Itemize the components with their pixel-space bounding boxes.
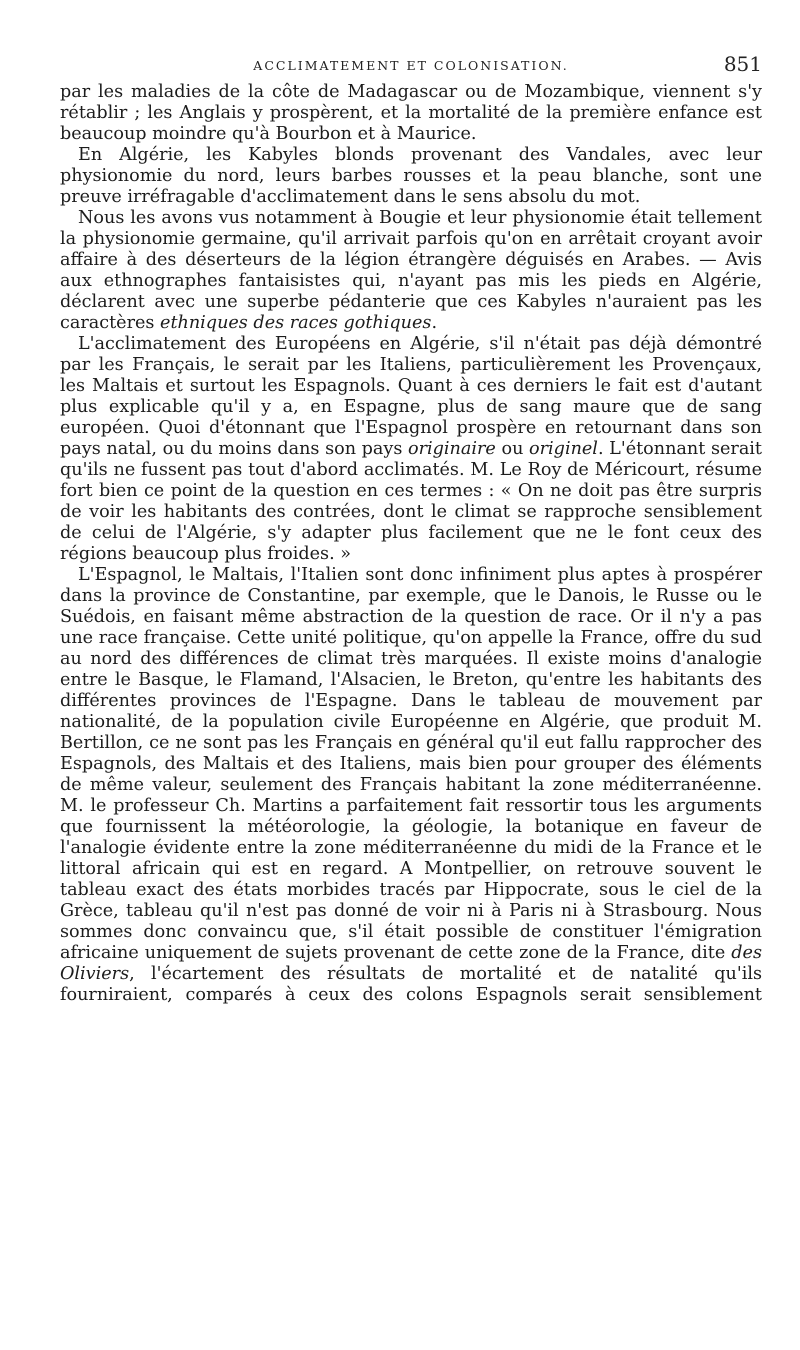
text-run: par les maladies de la côte de Madagascar ou de Mozambique, viennent s'y rétablir ; les Anglais y prospèrent, et la mortalité de la première enfance est beaucoup moindre qu'à Bourbon et à Maurice. xyxy=(60,82,762,144)
running-title: ACCLIMATEMENT ET COLONISATION. xyxy=(253,58,569,73)
paragraph xyxy=(60,565,762,1006)
text-run: Nous les avons vus notamment à Bougie et leur physionomie était tellement la physionomie germaine, qu'il arrivait parfois qu'on en arrêtait croyant avoir affaire à des déserteurs de la légion étrangère déguisés en Arabes. — Avis aux ethnographes fantaisistes qui, n'ayant pas mis les pieds en Algérie, déclarent avec une superbe pédanterie que ces Kabyles n'auraient pas les caractères xyxy=(60,208,762,333)
italic-text: originel xyxy=(529,439,598,459)
text-run: , l'écartement des résultats de mortalité et de natalité qu'ils fourniraient, comparés à ceux des colons Espagnols serait sensiblement xyxy=(60,964,762,1005)
text-run: L'Espagnol, le Maltais, l'Italien sont donc infiniment plus aptes à prospérer dans la province de Constantine, par exemple, que le Danois, le Russe ou le Suédois, en faisant même abstraction de la question de race. Or il n'y a pas une race française. Cette unité politique, qu'on appelle la France, offre du sud au nord des différences de climat très marquées. Il existe moins d'analogie entre le Basque, le Flamand, l'Alsacien, le Breton, qu'entre les habitants des différentes provinces de l'Espagne. Dans le tableau de mouvement par nationalité, de la population civile Européenne en Algérie, que produit M. Bertillon, ce ne sont pas les Français en général qu'il eut fallu rapprocher des Espagnols, des Maltais et des Italiens, mais bien pour grouper des éléments de même valeur, seulement des Français habitant la zone méditerranéenne. M. le professeur Ch. Martins a parfaitement fait ressortir tous les arguments que fournissent la météorologie, la géologie, la botanique en faveur de l'analogie évidente entre la zone méditerranéenne du midi de la France et le littoral africain qui est en regard. A Montpellier, on retrouve souvent le tableau exact des états morbides tracés par Hippocrate, sous le ciel de la Grèce, tableau qu'il n'est pas donné de voir ni à Paris ni à Strasbourg. Nous sommes donc convaincu que, s'il était possible de constituer l'émigration africaine uniquement de sujets provenant de cette zone de la France, dite xyxy=(60,565,762,963)
page-number: 851 xyxy=(723,52,762,76)
italic-text: ethniques des races gothiques xyxy=(160,313,432,333)
running-head xyxy=(60,52,762,78)
italic-text: des Oliviers xyxy=(60,943,762,984)
book-page xyxy=(60,52,762,1006)
italic-text: originaire xyxy=(408,439,496,459)
text-run: L'acclimatement des Européens en Algérie, s'il n'était pas déjà démontré par les Français, le serait par les Italiens, particulièrement les Provençaux, les Maltais et surtout les Espagnols. Quant à ces derniers le fait est d'autant plus explicable qu'il y a, en Espagne, plus de sang maure que de sang européen. Quoi d'étonnant que l'Espagnol prospère en retournant dans son pays natal, ou du moins dans son pays xyxy=(60,334,762,459)
paragraph xyxy=(60,145,762,208)
paragraph xyxy=(60,208,762,334)
body-text xyxy=(60,82,762,1006)
text-run: ou xyxy=(495,439,530,459)
text-run: . L'étonnant serait qu'ils ne fussent pas tout d'abord acclimatés. M. Le Roy de Méricourt, résume fort bien ce point de la question en ces termes : « On ne doit pas être surpris de voir les habitants des contrées, dont le climat se rapproche sensiblement de celui de l'Algérie, s'y adapter plus facilement que ne le font ceux des régions beaucoup plus froides. » xyxy=(60,439,763,564)
text-run: . xyxy=(431,313,438,333)
paragraph xyxy=(60,334,762,565)
text-run: En Algérie, les Kabyles blonds provenant des Vandales, avec leur physionomie du nord, leurs barbes rousses et la peau blanche, sont une preuve irréfragable d'acclimatement dans le sens absolu du mot. xyxy=(60,145,762,207)
paragraph xyxy=(60,82,762,145)
